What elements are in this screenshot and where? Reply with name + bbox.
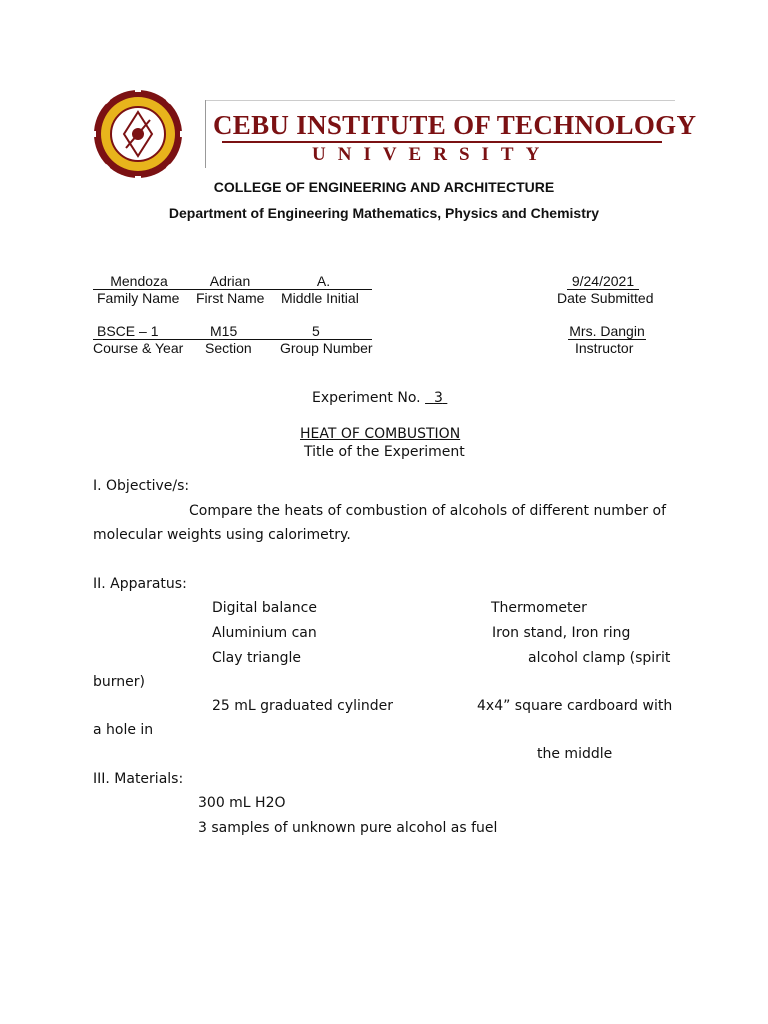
- objective-text-line1: Compare the heats of combustion of alcohols of different number of: [189, 503, 667, 519]
- family-name-value: Mendoza: [93, 273, 185, 290]
- family-name-label: Family Name: [97, 290, 180, 306]
- header-top-rule: [205, 100, 675, 101]
- first-name-value: Adrian: [185, 273, 275, 290]
- experiment-number: [312, 390, 447, 407]
- apparatus-wrap-text: burner): [93, 674, 145, 690]
- apparatus-item: 4x4” square cardboard with: [477, 698, 673, 714]
- instructor-label: Instructor: [575, 340, 634, 356]
- apparatus-item: Clay triangle: [212, 650, 301, 666]
- experiment-number-value: 3: [433, 390, 443, 406]
- apparatus-item: alcohol clamp (spirit: [528, 650, 671, 666]
- logo-wordmark-line2: UNIVERSITY: [312, 144, 552, 165]
- header-divider: [205, 100, 206, 168]
- logo-rule: [222, 141, 662, 143]
- first-name-label: First Name: [196, 290, 265, 306]
- middle-initial-value: A.: [275, 273, 372, 290]
- course-year-label: Course & Year: [93, 340, 184, 356]
- apparatus-wrap-text: a hole in: [93, 722, 154, 738]
- date-submitted-value: 9/24/2021: [567, 273, 639, 290]
- apparatus-item: Thermometer: [491, 600, 587, 616]
- group-number-label: Group Number: [280, 340, 373, 356]
- apparatus-item: 25 mL graduated cylinder: [212, 698, 394, 714]
- objective-text-line2: molecular weights using calorimetry.: [93, 527, 351, 543]
- group-number-value: 5: [275, 323, 372, 340]
- objective-heading: I. Objective/s:: [93, 478, 190, 494]
- middle-initial-label: Middle Initial: [281, 290, 359, 306]
- materials-item: 3 samples of unknown pure alcohol as fuel: [198, 820, 498, 836]
- apparatus-wrap-text: the middle: [537, 746, 613, 762]
- instructor-value: Mrs. Dangin: [569, 323, 645, 339]
- experiment-number-label: Experiment No.: [312, 390, 421, 406]
- date-submitted-label: Date Submitted: [557, 290, 654, 306]
- apparatus-item: Aluminium can: [212, 625, 317, 641]
- department-heading: Department of Engineering Mathematics, Physics and Chemistry: [168, 205, 600, 221]
- materials-heading: III. Materials:: [93, 771, 184, 787]
- university-seal-logo: [92, 88, 184, 180]
- college-heading: COLLEGE OF ENGINEERING AND ARCHITECTURE: [213, 179, 555, 195]
- apparatus-item: Iron stand, Iron ring: [492, 625, 631, 641]
- apparatus-heading: II. Apparatus:: [93, 576, 187, 592]
- materials-item: 300 mL H2O: [198, 795, 286, 811]
- logo-wordmark-line1: CEBU INSTITUTE OF TECHNOLOGY: [213, 110, 697, 140]
- experiment-title: HEAT OF COMBUSTION: [300, 426, 461, 442]
- section-value: M15: [188, 323, 275, 340]
- experiment-title-caption: Title of the Experiment: [304, 444, 465, 460]
- section-label: Section: [205, 340, 252, 356]
- apparatus-item: Digital balance: [212, 600, 317, 616]
- course-year-value: BSCE – 1: [93, 323, 188, 340]
